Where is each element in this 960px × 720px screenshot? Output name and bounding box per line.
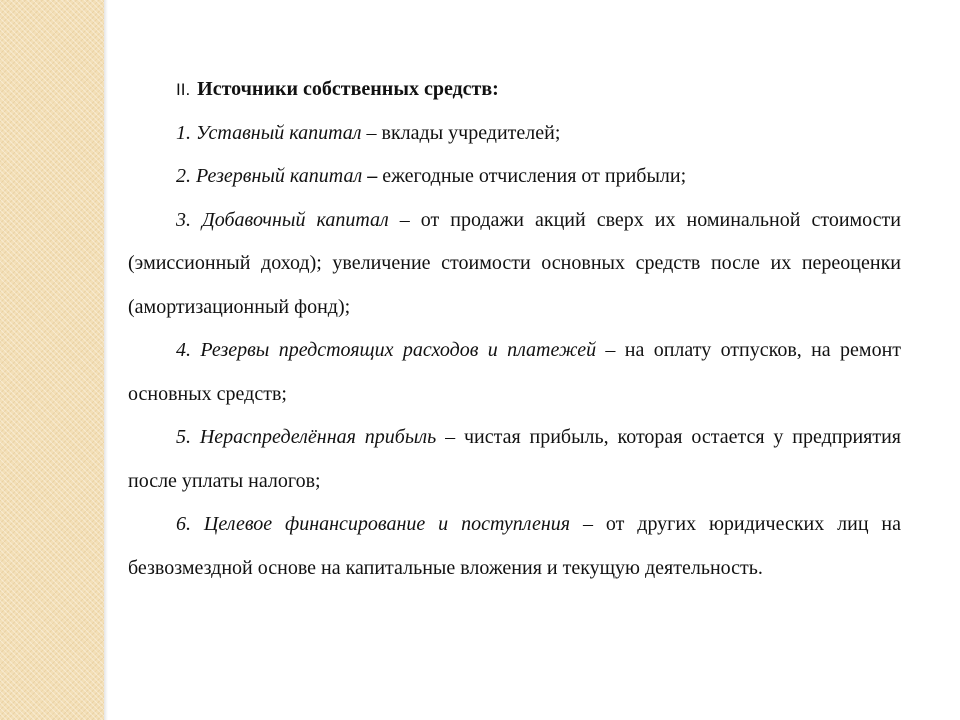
slide-content xyxy=(128,68,901,590)
item-description: от продажи акций сверх их номинальной стоимости (эмиссионный доход); увеличение стоимости основных средств после их переоценки (амортизационный фонд); xyxy=(128,208,901,318)
item-dash: – xyxy=(596,339,625,361)
heading-numeral: II. xyxy=(176,80,191,99)
list-item-expense-reserves xyxy=(128,329,901,416)
list-item-additional-capital xyxy=(128,199,901,330)
item-dash: – xyxy=(436,426,464,448)
item-term: 2. Резервный капитал xyxy=(176,165,363,187)
item-dash: – xyxy=(362,165,383,187)
item-term: 1. Уставный капитал xyxy=(176,121,362,144)
item-dash: – xyxy=(570,513,606,535)
decorative-side-band xyxy=(0,0,104,720)
item-term: 6. Целевое финансирование и поступления xyxy=(176,513,571,535)
slide-heading xyxy=(128,68,901,112)
heading-text: Источники собственных средств: xyxy=(197,78,499,100)
list-item-targeted-financing xyxy=(128,503,901,590)
item-dash: – xyxy=(388,208,421,231)
item-description: чистая прибыль, которая остается у предприятия после уплаты налогов; xyxy=(128,426,902,492)
item-term: 5. Нераспределённая прибыль xyxy=(176,426,437,448)
item-description: от других юридических лиц на безвозмездной основе на капитальные вложения и текущую деятельность. xyxy=(128,513,901,579)
item-description: на оплату отпусков, на ремонт основных средств; xyxy=(128,339,902,405)
item-term: 3. Добавочный капитал xyxy=(176,208,389,231)
item-term: 4. Резервы предстоящих расходов и платежей xyxy=(176,339,597,361)
list-item-authorized-capital xyxy=(128,112,901,156)
side-band-shadow xyxy=(104,0,108,720)
item-description: ежегодные отчисления от прибыли; xyxy=(382,165,687,187)
item-dash: – xyxy=(361,121,382,144)
item-description: вклады учредителей; xyxy=(381,121,561,144)
list-item-reserve-capital xyxy=(128,155,901,199)
list-item-retained-earnings xyxy=(128,416,901,503)
